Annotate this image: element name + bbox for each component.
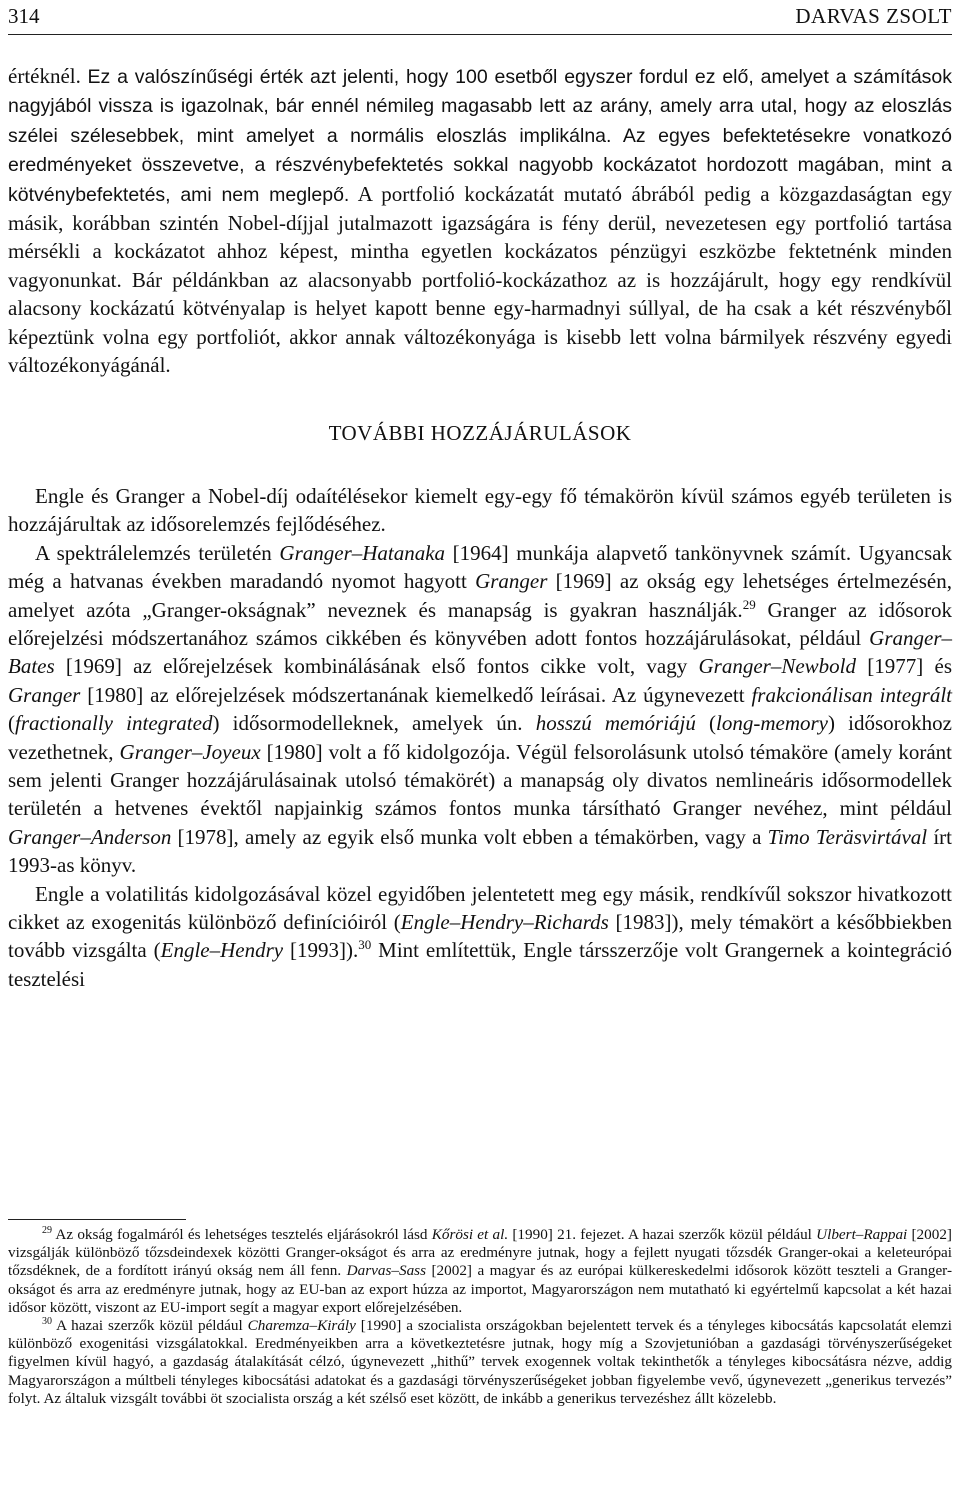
- text-run: ) idősorokhoz vezethetnek,: [8, 711, 952, 764]
- paragraph: [8, 539, 952, 880]
- text-run: [1978], amely az egyik első munka volt ebben a témakörben, vagy a: [171, 824, 768, 849]
- term-italic: hosszú memóriájú: [535, 711, 696, 736]
- text-run: írt 1993-as könyv.: [8, 824, 952, 878]
- text-run: [1969] az okság egy lehetséges értelmezésén, amelyet azóta „Granger-okságnak” neveznek és manapság is gyakran használják.: [8, 569, 952, 622]
- citation-author: Engle–Hendry–Richards: [400, 909, 609, 934]
- text-run: [1977] és: [856, 654, 953, 679]
- text-run: [1993]).: [283, 938, 359, 963]
- footnote-ref: 30: [358, 937, 372, 953]
- footnote-rule: [8, 1219, 186, 1220]
- text-run: [1969] az előrejelzések kombinálásának első fontos cikke volt, vagy: [54, 654, 699, 679]
- text-run: Az okság fogalmáról és lehetséges tesztelés eljárásokról lásd: [52, 1226, 432, 1243]
- header-rule: [8, 34, 952, 35]
- footnotes: [8, 1226, 952, 1408]
- text-run: [1980] volt a fő kidolgozója. Végül felsorolásunk utolsó témaköre (amely koránt sem jelenti Granger hozzájárulásainak utolsó témakörét) a manapság oly divatos nemlineáris idősormodellek területén a hetvenes évektől napjainkig számos fontos munka társítható Granger nevéhez, mint például: [8, 739, 952, 821]
- footnote-number: 29: [42, 1224, 52, 1236]
- text-run: (: [695, 711, 717, 736]
- body-text: [8, 62, 952, 993]
- paragraph-continuation: [8, 62, 952, 379]
- text-run: [2002] vizsgálják különböző tőzsdeindexek közötti Granger-okságot és arra az eredményre jutnak, hogy a fejlett nyugati tőzsdék Granger-okai a keleteurópai tőzsdéknek, de a fordított irányú okság nem áll fenn.: [8, 1226, 952, 1280]
- text-run: [1983]), mely témakört a későbbiekben tovább vizsgálta (: [8, 909, 952, 963]
- footnote-ref: 29: [742, 596, 756, 612]
- citation-author: Darvas–Sass: [346, 1262, 426, 1280]
- citation-author: Ulbert–Rappai: [816, 1226, 908, 1243]
- citation-author: Granger–Anderson: [8, 824, 172, 849]
- text-run: [1990] 21. fejezet. A hazai szerzők közül például: [508, 1226, 817, 1243]
- text-run: [1990] a szocialista országokban bejelentett tervek és a tényleges kibocsátás kapcsolatát elemzi különböző exogenitási vizsgálatokkal. Eredményeikben arra a következtetésre jutnak, hogy míg a Szovjetunióban a gazdasági törvényszerűségeket figyelmen kívül hagyó, a gazdaság átalakítását célzó, úgynevezett „hithű” tervek exogennek voltak tekinthetők a tényleges kibocsátásra nézve, addig Magyarországon a múltbeli tényleges kibocsátási adatokat és a gazdasági törvényszerűségeket jobban figyelembe vevő, úgynevezett „generikus tervezés” folyt. Az általuk vizsgált további öt szocialista ország a két szélső eset között, de inkább a generikus tervezéshez állt közelebb.: [8, 1317, 952, 1407]
- citation-author: Charemza–Király: [247, 1317, 356, 1335]
- footnote-30: [8, 1317, 952, 1408]
- text-run: [1964] munkája alapvető tankönyvnek számít. Ugyancsak még a hatvanas években maradandó nyomot hagyott: [8, 540, 952, 594]
- text-run: A hazai szerzők közül például: [52, 1317, 248, 1335]
- footnote-29: [8, 1226, 952, 1317]
- citation-author: Granger–Joyeux: [119, 739, 261, 764]
- citation-author: Timo Teräsvirtával: [767, 824, 928, 849]
- text-run: [2002] a magyar és az európai külkereskedelmi idősorok között teszteli a Granger-okságot és arra az eredményre jutnak, hogy az EU-ban az export húzza az importot, Magyarországon nem mutatható ki egyértelmű kapcsolat a két hazai idősor között, viszont az EU-import segít a magyar export előrejelzésében.: [8, 1262, 952, 1316]
- text-run: A spektrálelemzés területén: [35, 540, 280, 565]
- term-italic: long-memory: [716, 711, 829, 736]
- text-run: Engle a volatilitás kidolgozásával közel egyidőben jelentetett meg egy másik, rendkívűl sokszor hivatkozott cikket az exogenitás különböző definícióiról (: [8, 881, 952, 934]
- citation-author: Granger: [8, 682, 81, 707]
- citation-author: Granger–Bates: [8, 625, 952, 679]
- running-head: DARVAS ZSOLT: [795, 4, 952, 28]
- section-heading: TOVÁBBI HOZZÁJÁRULÁSOK: [328, 421, 632, 446]
- text-run: [1980] az előrejelzések módszertanának kiemelkedő leírásai. Az úgynevezett: [80, 682, 752, 707]
- text-run: (: [8, 711, 15, 736]
- footnote-number: 30: [42, 1315, 52, 1327]
- text-run: ) idősormodelleknek, amelyek ún.: [212, 711, 536, 736]
- paragraph-text: A portfolió kockázatát mutató ábrából pedig a közgazdaságtan egy másik, korábban szintén Nobel-díjjal jutalmazott igazságára is fény derül, nevezetesen egy portfolió tartása mérsékli a kockázatot ahhoz képest, mintha egyetlen kockázatos pénzügyi eszközbe fektetnénk minden vagyonunkat. Bár példánkban az alacsonyabb portfolió-kockázathoz az is hozzájárult, hogy egy rendkívül alacsony kockázatú kötvényalap is helyet kapott benne egy-harmadnyi súllyal, de ha csak a két részvényből képeztünk volna egy portfoliót, akkor annak változékonyága is kisebb lett volna bármilyek részvény egyedi változékonyágánál.: [8, 181, 952, 378]
- citation-author: Granger–Newbold: [698, 654, 856, 679]
- page-header: [8, 2, 952, 30]
- citation-author: Kőrösi et al.: [431, 1226, 509, 1243]
- term-italic: frakcionálisan integrált: [751, 682, 952, 707]
- paragraph-text-sans: Az egyes befektetésekre vonatkozó eredményeket összevetve, a részvénybefektetés sokkal nagyobb kockázatot hordozott magában, mint a kötvénybefektetés, ami nem meglepő.: [8, 124, 952, 206]
- paragraph-text: értéknél.: [8, 64, 88, 88]
- term-italic: fractionally integrated: [15, 711, 213, 736]
- citation-author: Engle–Hendry: [160, 938, 284, 963]
- paragraph: [8, 482, 952, 539]
- document-page: [8, 0, 952, 1485]
- paragraph-text-sans: Ez a valószínűségi érték azt jelenti, hogy 100 esetből egyszer fordul ez elő, amelyet a számítások nagyjából vissza is igazolnak, bár ennél némileg magasabb lett az arány, amely arra utal, hogy az eloszlás szélei szélesebbek, mint amelyet a normális eloszlás implikálna.: [8, 66, 953, 147]
- paragraph-text: Engle és Granger a Nobel-díj odaítélésekor kiemelt egy-egy fő témakörön kívül számos egyéb területen is hozzájárultak az idősorelemzés fejlődéséhez.: [8, 483, 952, 537]
- text-run: Granger az idősorok előrejelzési módszertanához számos cikkében és könyvében adott fontos hozzájárulásokat, például: [8, 597, 952, 650]
- citation-author: Granger: [475, 569, 548, 594]
- paragraph: [8, 880, 952, 994]
- text-run: Mint említettük, Engle társszerzője volt Grangernek a kointegráció tesztelési: [8, 938, 952, 991]
- citation-author: Granger–Hatanaka: [279, 540, 446, 565]
- page-number: 314: [8, 4, 40, 28]
